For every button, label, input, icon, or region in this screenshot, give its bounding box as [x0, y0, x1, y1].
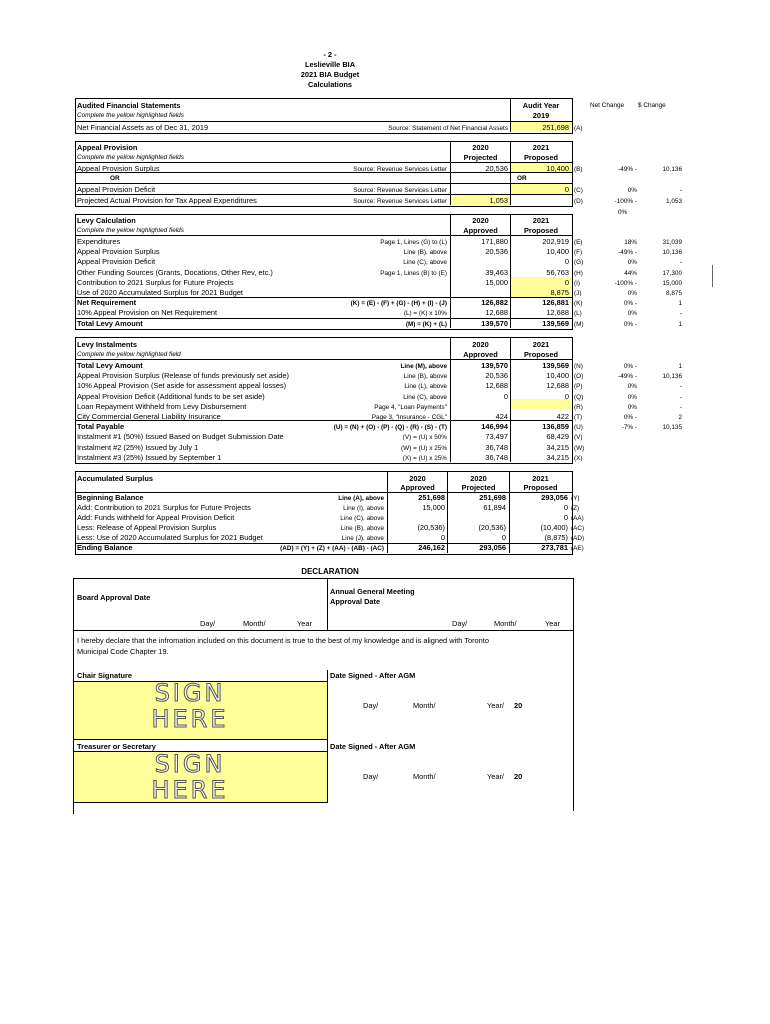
row-value-v2[interactable]: 0	[564, 185, 569, 194]
dollar-change-value: 8,875	[666, 290, 682, 297]
appeal-col2-label: Proposed	[523, 153, 559, 162]
appeal-col2-year: 2021	[532, 143, 550, 152]
audited-row-source: Source: Statement of Net Financial Assets	[388, 125, 508, 132]
dollar-change-value: -	[679, 383, 682, 391]
row-label: 10% Appeal Provision on Net Requirement	[77, 308, 218, 318]
doc-subtitle: Calculations	[308, 80, 352, 89]
row-code: (AD)	[571, 534, 585, 542]
row-value-v3[interactable]: 0	[563, 512, 568, 522]
dollar-change-value: -	[679, 310, 682, 318]
row-value-v1[interactable]: 36,748	[485, 452, 508, 462]
dollar-change-value: 2	[678, 414, 682, 421]
row-value-v1[interactable]: 251,698	[418, 493, 445, 502]
row-source: (AD) = (Y) + (Z) + (AA) - (AB) - (AC)	[280, 544, 384, 552]
row-source: (X) = (U) x 25%	[402, 454, 447, 462]
row-value-v1[interactable]: 20,536	[485, 247, 508, 257]
row-value-v1[interactable]: 15,000	[485, 277, 508, 287]
chair-year-label: Year/	[487, 701, 504, 710]
treasurer-date-signed-label: Date Signed - After AGM	[330, 742, 416, 751]
org-name: Leslieville BIA	[304, 60, 356, 69]
board-approval-label: Board Approval Date	[77, 593, 151, 602]
dollar-change-value: -	[679, 187, 682, 194]
row-value-v2[interactable]: 0	[564, 257, 569, 267]
row-source: Line (A), above	[338, 495, 384, 502]
row-value-v1[interactable]: 139,570	[481, 318, 508, 328]
levy-col2-year: 2021	[532, 216, 550, 225]
row-source: Line (B), above	[403, 249, 447, 257]
accum-col1-year: 2020	[409, 474, 426, 483]
row-source: Source: Revenue Services Letter	[353, 198, 447, 205]
row-value-v1[interactable]: 39,463	[485, 267, 508, 277]
accum-col3-label: Proposed	[523, 483, 558, 492]
row-label: Instalment #2 (25%) Issued by July 1	[77, 442, 199, 452]
row-label: Expenditures	[77, 237, 121, 246]
net-change-value: 0% -	[623, 414, 637, 421]
row-label: Beginning Balance	[77, 493, 144, 502]
row-value-v2[interactable]: 136,859	[542, 422, 569, 432]
agm-label-1: Annual General Meeting	[330, 587, 415, 596]
net-change-value: 0% -	[623, 300, 637, 308]
treasurer-day-field[interactable]: Day/	[363, 772, 379, 781]
net-change-header: Net Change	[590, 102, 625, 109]
row-value-v1[interactable]: 20,536	[485, 164, 508, 173]
accum-col2-year: 2020	[470, 474, 487, 483]
row-source: Line (M), above	[400, 363, 447, 370]
row-value-v1[interactable]: 20,536	[485, 371, 508, 381]
row-value-v2[interactable]: 293,056	[479, 542, 506, 552]
sign-here-stamp: HERE	[151, 776, 229, 804]
row-value-v1[interactable]: 424	[495, 412, 508, 421]
inst-col2-label: Proposed	[523, 350, 559, 359]
sign-here-stamp: SIGN	[154, 750, 226, 778]
row-value-v2[interactable]: 0	[564, 391, 569, 401]
dollar-change-value: 1,053	[666, 198, 682, 205]
row-code: (K)	[574, 300, 583, 308]
inst-col2-year: 2021	[532, 340, 550, 349]
row-label: Total Levy Amount	[77, 318, 143, 328]
row-value-v1[interactable]: 1,053	[489, 196, 508, 205]
net-change-value: -100% -	[614, 279, 637, 287]
instalments-title: Levy Instalments	[77, 340, 137, 349]
net-change-value: 0%	[627, 393, 637, 401]
row-source: Line (B), above	[403, 373, 447, 381]
dollar-change-header: $ Change	[638, 102, 666, 109]
row-code: (AC)	[571, 524, 585, 532]
net-change-value: -100% -	[614, 198, 637, 205]
agm-day-field[interactable]: Day/	[452, 619, 468, 628]
row-value-v2[interactable]: 0	[564, 277, 569, 287]
net-change-value: 0%	[627, 310, 637, 318]
dollar-change-value: 31,039	[662, 239, 682, 246]
margin-divider	[712, 265, 713, 287]
row-code: (Y)	[571, 495, 580, 502]
row-value-v3[interactable]: 0	[563, 502, 568, 512]
row-code: (X)	[574, 454, 583, 462]
row-value-v3[interactable]: 293,056	[541, 493, 568, 502]
row-code: (I)	[574, 279, 581, 287]
inst-col1-year: 2020	[472, 340, 489, 349]
row-value-v1[interactable]: 73,497	[485, 432, 508, 442]
board-year-field[interactable]: Year	[297, 619, 312, 628]
row-label: 10% Appeal Provision (Set aside for assessment appeal losses)	[77, 381, 287, 391]
row-value-v1[interactable]: 139,570	[481, 361, 508, 370]
agm-year-field[interactable]: Year	[545, 619, 560, 628]
row-label: Less: Use of 2020 Accumulated Surplus for 2021 Budget	[77, 532, 263, 542]
row-code: (P)	[574, 383, 583, 391]
net-change-value: -49% -	[618, 249, 637, 257]
row-code: (J)	[574, 290, 582, 297]
declaration-title: DECLARATION	[301, 567, 359, 576]
row-source: Line (C), above	[403, 259, 447, 267]
row-code: (Q)	[574, 393, 584, 401]
levy-col1-year: 2020	[472, 216, 489, 225]
row-code: (M)	[574, 320, 584, 328]
agm-label-2: Approval Date	[330, 597, 381, 606]
declaration-statement-1: I hereby declare that the infromation included on this document is true to the best of my knowledge and is aligned with Toronto	[77, 636, 489, 645]
page-number: - 2 -	[323, 50, 337, 59]
levy-col1-label: Approved	[463, 226, 498, 235]
row-label: Appeal Provision Deficit (Additional funds to be set aside)	[77, 391, 265, 401]
instalments-instruction: Complete the yellow highlighted field	[77, 351, 181, 358]
row-value-v1[interactable]: 126,882	[481, 298, 508, 308]
row-label: Add: Funds withheld for Appeal Provision Deficit	[77, 512, 235, 522]
row-code: (G)	[574, 259, 584, 267]
row-source: Page 4, "Loan Payments"	[374, 403, 447, 411]
or-label: OR	[517, 175, 527, 182]
row-code: (H)	[574, 269, 583, 277]
row-value-v1[interactable]: 171,880	[481, 237, 508, 246]
row-code: (E)	[574, 239, 583, 246]
row-value-v2[interactable]: 34,215	[546, 452, 569, 462]
row-code: (L)	[574, 310, 582, 318]
row-source: Line (C), above	[340, 514, 384, 522]
row-value-v1[interactable]: 0	[503, 391, 508, 401]
row-label: Projected Actual Provision for Tax Appeal Expenditures	[77, 196, 257, 205]
row-code: (D)	[574, 198, 583, 205]
appeal-col1-year: 2020	[472, 143, 489, 152]
net-change-value: 0%	[627, 383, 637, 391]
row-label: Appeal Provision Surplus	[77, 247, 160, 257]
row-label: Appeal Provision Surplus (Release of funds previously set aside)	[77, 371, 289, 381]
appeal-instruction: Complete the yellow highlighted fields	[77, 154, 184, 161]
net-change-value: 0%	[618, 209, 628, 216]
dollar-change-value: 10,136	[662, 373, 682, 381]
dollar-change-value: 1	[678, 320, 682, 328]
row-value-v1[interactable]: 12,688	[485, 381, 508, 391]
chair-day-field[interactable]: Day/	[363, 701, 379, 710]
row-label: Less: Release of Appeal Provision Surplus	[77, 522, 217, 532]
row-source: (W) = (U) x 25%	[401, 444, 447, 452]
treasurer-month-field[interactable]: Month/	[413, 772, 436, 781]
row-source: (L) = (K) x 10%	[403, 310, 447, 318]
row-code: (AA)	[571, 514, 584, 522]
row-code: (N)	[574, 363, 583, 370]
levy-col2-label: Proposed	[523, 226, 559, 235]
row-code: (R)	[574, 403, 583, 411]
levy-calc-instruction: Complete the yellow highlighted fields	[77, 227, 184, 234]
row-source: Line (I), above	[343, 504, 384, 512]
row-code: (AE)	[571, 544, 584, 552]
row-source: (K) = (E) - (F) + (G) - (H) + (I) - (J)	[350, 300, 447, 308]
row-value-v2[interactable]: 202,919	[542, 237, 569, 246]
net-change-value: 0% -	[623, 363, 637, 370]
row-value-v2[interactable]: 12,688	[546, 308, 569, 318]
accum-col1-label: Approved	[400, 483, 435, 492]
row-value-v1[interactable]: 36,748	[485, 442, 508, 452]
net-financial-assets-input[interactable]: 251,698	[542, 123, 569, 132]
dollar-change-value: 17,300	[662, 269, 682, 277]
net-change-value: -7% -	[621, 424, 637, 432]
row-value-v2[interactable]: 126,881	[542, 298, 569, 308]
chair-year-field[interactable]: 20	[514, 701, 523, 710]
row-value-v1[interactable]: 15,000	[422, 502, 445, 512]
row-label: Contribution to 2021 Surplus for Future Projects	[77, 277, 234, 287]
row-label: Add: Contribution to 2021 Surplus for Future Projects	[77, 502, 251, 512]
row-value-v2[interactable]: 0	[501, 532, 506, 542]
net-change-value: 0%	[627, 403, 637, 411]
net-change-value: -49% -	[618, 166, 637, 173]
row-value-v2[interactable]: 56,763	[546, 267, 569, 277]
audited-row-label: Net Financial Assets as of Dec 31, 2019	[77, 123, 209, 132]
code-A: (A)	[574, 125, 583, 132]
row-value-v2[interactable]: 251,698	[479, 493, 506, 502]
row-value-v1[interactable]: 246,162	[418, 542, 445, 552]
row-code: (U)	[574, 424, 583, 432]
row-value-v2[interactable]: 422	[556, 412, 569, 421]
dollar-change-value: 10,136	[662, 249, 682, 257]
net-change-value: 0% -	[623, 320, 637, 328]
row-value-v2[interactable]: 139,569	[542, 318, 569, 328]
row-label: Total Payable	[77, 422, 125, 432]
sign-here-stamp: SIGN	[154, 679, 226, 707]
dollar-change-value: -	[679, 403, 682, 411]
row-code: (O)	[574, 373, 584, 381]
row-source: Page 1, Lines (B) to (E)	[380, 269, 447, 277]
row-code: (B)	[574, 166, 583, 173]
net-change-value: 18%	[624, 239, 637, 246]
row-value-v1[interactable]: (20,536)	[417, 522, 445, 532]
row-value-v2[interactable]: 8,875	[550, 288, 569, 297]
row-code: (Z)	[571, 504, 580, 512]
treasurer-label: Treasurer or Secretary	[77, 742, 156, 751]
row-value-v2[interactable]: 10,400	[546, 371, 569, 381]
row-label: City Commercial General Liability Insurance	[77, 412, 221, 421]
board-month-field[interactable]: Month/	[243, 619, 266, 628]
audited-instruction: Complete the yellow highlighted fields	[77, 112, 184, 119]
row-code: (V)	[574, 434, 583, 442]
doc-title: 2021 BIA Budget	[300, 70, 360, 79]
row-code: (F)	[574, 249, 583, 257]
treasurer-year-label: Year/	[487, 772, 504, 781]
net-change-value: 0%	[627, 259, 637, 267]
row-source: Line (B), above	[340, 524, 384, 532]
dollar-change-value: 10,135	[662, 424, 682, 432]
row-value-v2[interactable]: (20,536)	[478, 522, 506, 532]
row-value-v1[interactable]: 146,994	[481, 422, 508, 432]
audited-title: Audited Financial Statements	[77, 101, 181, 110]
appeal-col1-label: Projected	[463, 153, 498, 162]
row-value-v3[interactable]: (8,875)	[544, 532, 568, 542]
treasurer-year-field[interactable]: 20	[514, 772, 523, 781]
chair-signature-label: Chair Signature	[77, 671, 133, 680]
row-value-v1[interactable]: 12,688	[485, 308, 508, 318]
dollar-change-value: -	[679, 393, 682, 401]
net-change-value: -49% -	[618, 373, 637, 381]
row-label: Appeal Provision Deficit	[77, 257, 156, 267]
row-source: (U) = (N) + (O) - (P) - (Q) - (R) - (S) - (T)	[333, 424, 447, 432]
row-source: Line (L), above	[404, 383, 447, 391]
agm-month-field[interactable]: Month/	[494, 619, 517, 628]
row-label: Use of 2020 Accumulated Surplus for 2021 Budget	[77, 288, 243, 297]
dollar-change-value: 1	[678, 300, 682, 308]
row-label: Instalment #1 (50%) Issued Based on Budget Submission Date	[77, 432, 284, 442]
row-value-v2[interactable]: 34,215	[546, 442, 569, 452]
net-change-value: 44%	[624, 269, 637, 277]
row-value-v3[interactable]: (10,400)	[540, 522, 568, 532]
row-value-v2[interactable]: 10,400	[546, 164, 569, 173]
row-label: Net Requirement	[77, 298, 137, 308]
row-label: Appeal Provision Deficit	[77, 185, 156, 194]
row-value-v3[interactable]: 273,781	[541, 542, 568, 552]
row-label: Ending Balance	[77, 542, 133, 552]
row-code: (W)	[574, 444, 585, 452]
audit-year-value: 2019	[532, 111, 550, 120]
row-label: Instalment #3 (25%) Issued by September 1	[77, 452, 222, 462]
row-value-v2[interactable]: 61,894	[483, 502, 506, 512]
row-source: Source: Revenue Services Letter	[353, 187, 447, 194]
row-source: Page 3, "Insurance - CGL"	[371, 414, 447, 421]
row-label: Other Funding Sources (Grants, Docations, Other Rev, etc.)	[77, 267, 273, 277]
dollar-change-value: 15,000	[662, 279, 682, 287]
net-change-value: 0%	[627, 187, 637, 194]
row-value-v2[interactable]: 68,429	[546, 432, 569, 442]
row-code: (C)	[574, 187, 583, 194]
audit-year-header: Audit Year	[522, 101, 560, 110]
levy-calc-title: Levy Calculation	[77, 216, 136, 225]
row-value-v2[interactable]: 12,688	[546, 381, 569, 391]
row-value-v2[interactable]: 10,400	[546, 247, 569, 257]
row-label: Total Levy Amount	[77, 361, 143, 370]
board-day-field[interactable]: Day/	[200, 619, 216, 628]
row-label: Appeal Provision Surplus	[77, 164, 160, 173]
accum-col3-year: 2021	[532, 474, 549, 483]
dollar-change-value: 1	[678, 363, 682, 370]
row-label: Loan Repayment Withheld from Levy Disbursement	[77, 401, 247, 411]
row-source: Line (J), above	[341, 534, 384, 542]
row-source: Line (C), above	[403, 393, 447, 401]
dollar-change-value: -	[679, 259, 682, 267]
row-source: (V) = (U) x 50%	[402, 434, 447, 442]
row-value-v2[interactable]: 139,569	[542, 361, 569, 370]
chair-date-signed-label: Date Signed - After AGM	[330, 671, 416, 680]
or-label: OR	[110, 175, 120, 182]
accum-col2-label: Projected	[461, 483, 496, 492]
net-change-value: 0%	[627, 290, 637, 297]
inst-col1-label: Approved	[463, 350, 498, 359]
accum-title: Accumulated Surplus	[77, 474, 153, 483]
row-value-v1[interactable]: 0	[440, 532, 445, 542]
row-source: (M) = (K) + (L)	[405, 320, 447, 328]
row-code: (T)	[574, 414, 583, 421]
declaration-statement-2: Municipal Code Chapter 19.	[77, 647, 169, 656]
sign-here-stamp: HERE	[151, 705, 229, 733]
dollar-change-value: 10,136	[662, 166, 682, 173]
chair-month-field[interactable]: Month/	[413, 701, 436, 710]
row-source: Page 1, Lines (G) to (L)	[380, 239, 447, 246]
appeal-title: Appeal Provision	[77, 143, 138, 152]
row-source: Source: Revenue Services Letter	[353, 166, 447, 173]
